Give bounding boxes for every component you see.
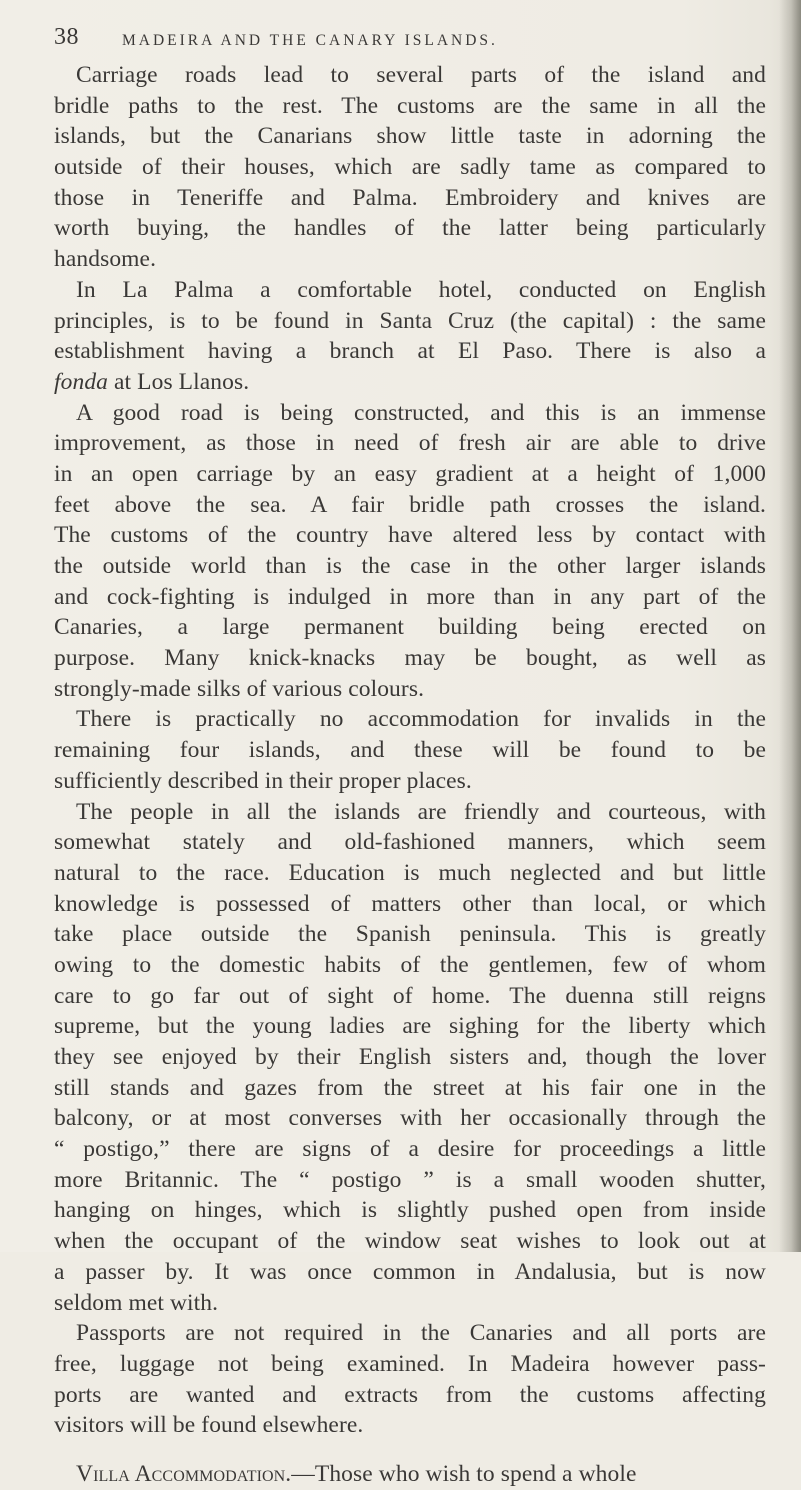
- text-line: still stands and gazes from the street at his fair one in the: [54, 1074, 766, 1101]
- text-line: worth buying, the handles of the latter being particularly: [54, 215, 766, 242]
- text-line: care to go far out of sight of home. The duenna still reigns: [54, 982, 766, 1009]
- text-line: bridle paths to the rest. The customs are the same in all the: [54, 92, 766, 119]
- text-line: remaining four islands, and these will be found to be: [54, 737, 766, 764]
- text-line: more Britannic. The “ postigo ” is a small wooden shutter,: [54, 1166, 766, 1193]
- text-line: The people in all the islands are friendly and courteous, with: [76, 798, 766, 825]
- section-heading: Villa Accommodation.: [76, 1460, 292, 1487]
- final-paragraph-line: [54, 1459, 766, 1490]
- text-line: improvement, as those in need of fresh air are able to drive: [54, 430, 766, 457]
- text-line: strongly-made silks of various colours.: [54, 675, 425, 702]
- text-line: seldom met with.: [54, 1289, 219, 1316]
- text-line: outside of their houses, which are sadly tame as compared to: [54, 154, 766, 181]
- text-line: those in Teneriffe and Palma. Embroidery and knives are: [54, 184, 766, 211]
- text-line: A good road is being constructed, and this is an immense: [76, 399, 766, 426]
- text-line: principles, is to be found in Santa Cruz (the capital) : the same: [54, 307, 766, 334]
- text-line: in an open carriage by an easy gradient at a height of 1,000: [54, 460, 766, 487]
- text-line: hanging on hinges, which is slightly pushed open from inside: [54, 1197, 766, 1224]
- paragraph-gap: [54, 1441, 766, 1459]
- text-line: ports are wanted and extracts from the customs affecting: [54, 1381, 766, 1408]
- text-line: take place outside the Spanish peninsula. This is greatly: [54, 921, 766, 948]
- text-line: “ postigo,” there are signs of a desire for proceedings a little: [54, 1136, 766, 1163]
- text-line: sufficiently described in their proper places.: [54, 767, 472, 794]
- final-paragraph-text: —Those who wish to spend a whole: [291, 1460, 637, 1487]
- text-line: The customs of the country have altered less by contact with: [54, 522, 766, 549]
- text-line: balcony, or at most converses with her occasionally through the: [54, 1105, 766, 1132]
- text-line: natural to the race. Education is much neglected and but little: [54, 859, 766, 886]
- text-line: fonda at Los Llanos.: [54, 368, 250, 395]
- body-text: [54, 60, 766, 1490]
- text-line: when the occupant of the window seat wishes to look out at: [54, 1228, 766, 1255]
- text-lines: [54, 60, 766, 1441]
- text-line: somewhat stately and old-fashioned manners, which seem: [54, 829, 766, 856]
- text-line: feet above the sea. A fair bridle path crosses the island.: [54, 491, 766, 518]
- text-line: supreme, but the young ladies are sighing for the liberty which: [54, 1013, 766, 1040]
- text-line: they see enjoyed by their English sisters and, though the lover: [54, 1044, 766, 1070]
- text-line: islands, but the Canarians show little taste in adorning the: [54, 123, 766, 150]
- text-line: handsome.: [54, 246, 157, 273]
- page-edge-shadow: [779, 0, 801, 1252]
- text-line: Passports are not required in the Canaries and all ports are: [76, 1320, 766, 1347]
- running-head: MADEIRA AND THE CANARY ISLANDS.: [122, 32, 498, 49]
- text-line: a passer by. It was once common in Andalusia, but is now: [54, 1258, 766, 1285]
- text-line: the outside world than is the case in the other larger islands: [54, 553, 766, 579]
- page-number: 38: [54, 24, 79, 50]
- text-line: and cock-fighting is indulged in more than in any part of the: [54, 583, 766, 610]
- text-line: In La Palma a comfortable hotel, conducted on English: [76, 276, 766, 303]
- text-line: owing to the domestic habits of the gentlemen, few of whom: [54, 951, 766, 978]
- text-line: Carriage roads lead to several parts of the island and: [76, 62, 766, 88]
- text-line: knowledge is possessed of matters other than local, or which: [54, 890, 766, 917]
- text-line: free, luggage not being examined. In Madeira however pass-: [54, 1350, 766, 1377]
- text-line: establishment having a branch at El Paso. There is also a: [54, 338, 766, 365]
- italic-word: fonda: [54, 368, 109, 395]
- text-line: Canaries, a large permanent building being erected on: [54, 614, 766, 641]
- page-header: [54, 18, 754, 58]
- text-line: visitors will be found elsewhere.: [54, 1412, 364, 1439]
- text-line: purpose. Many knick-knacks may be bought, as well as: [54, 645, 766, 672]
- text-line: There is practically no accommodation for invalids in the: [76, 706, 766, 733]
